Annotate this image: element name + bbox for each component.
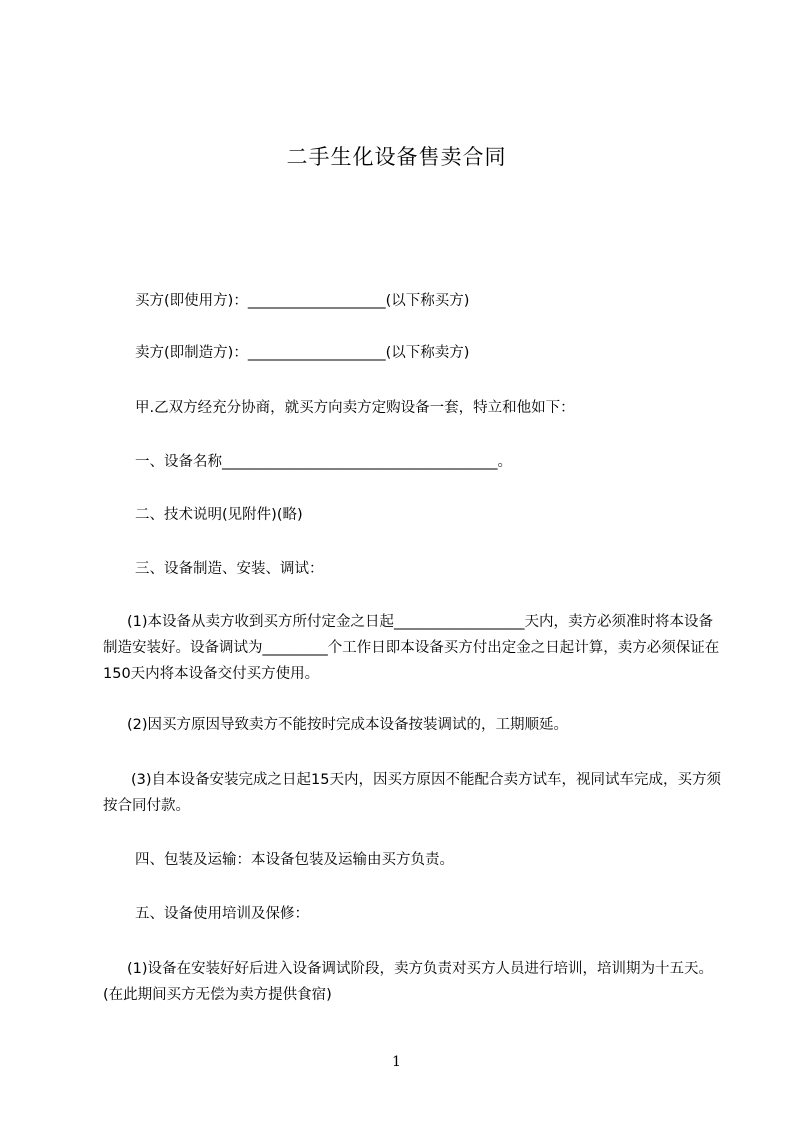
clause-1-equipment-name: 一、设备名称______________________________________。: [135, 454, 512, 470]
document-title: 二手生化设备售卖合同: [286, 145, 507, 169]
clause-4-packaging: 四、包装及运输：本设备包装及运输由买方负责。: [135, 852, 454, 868]
clause-3-item-2: (2)因买方原因导致卖方不能按时完成本设备按装调试的，工期顺延。: [127, 717, 569, 733]
seller-line: 卖方(即制造方)：___________________(以下称卖方): [135, 345, 470, 361]
page-number: 1: [392, 1054, 401, 1070]
clause-5-item-1: (1)设备在安装好好后进入设备调试阶段，卖方负责对买方人员进行培训，培训期为十五天。(在此期间买方无偿为卖方提供食宿): [103, 961, 714, 1003]
clause-5-heading: 五、设备使用培训及保修：: [135, 906, 309, 922]
clause-3-heading: 三、设备制造、安装、调试：: [135, 561, 324, 577]
clause-3-item-1: (1)本设备从卖方收到买方所付定金之日起__________________天内，卖方必须准时将本设备制造安装好。设备调试为_________个工作日即本设备买方付出定金之日起计算，卖方必须保证在150天内将本设备交付买方使用。: [103, 614, 720, 682]
agreement-intro: 甲.乙双方经充分协商，就买方向卖方定购设备一套，特立和他如下：: [135, 400, 575, 416]
clause-2-technical-spec: 二、技术说明(见附件)(略): [135, 507, 303, 523]
clause-3-item-3: (3)自本设备安装完成之日起15天内，因买方原因不能配合卖方试车，视同试车完成，买方须按合同付款。: [103, 772, 721, 814]
buyer-line: 买方(即使用方)：___________________(以下称买方): [135, 293, 470, 309]
